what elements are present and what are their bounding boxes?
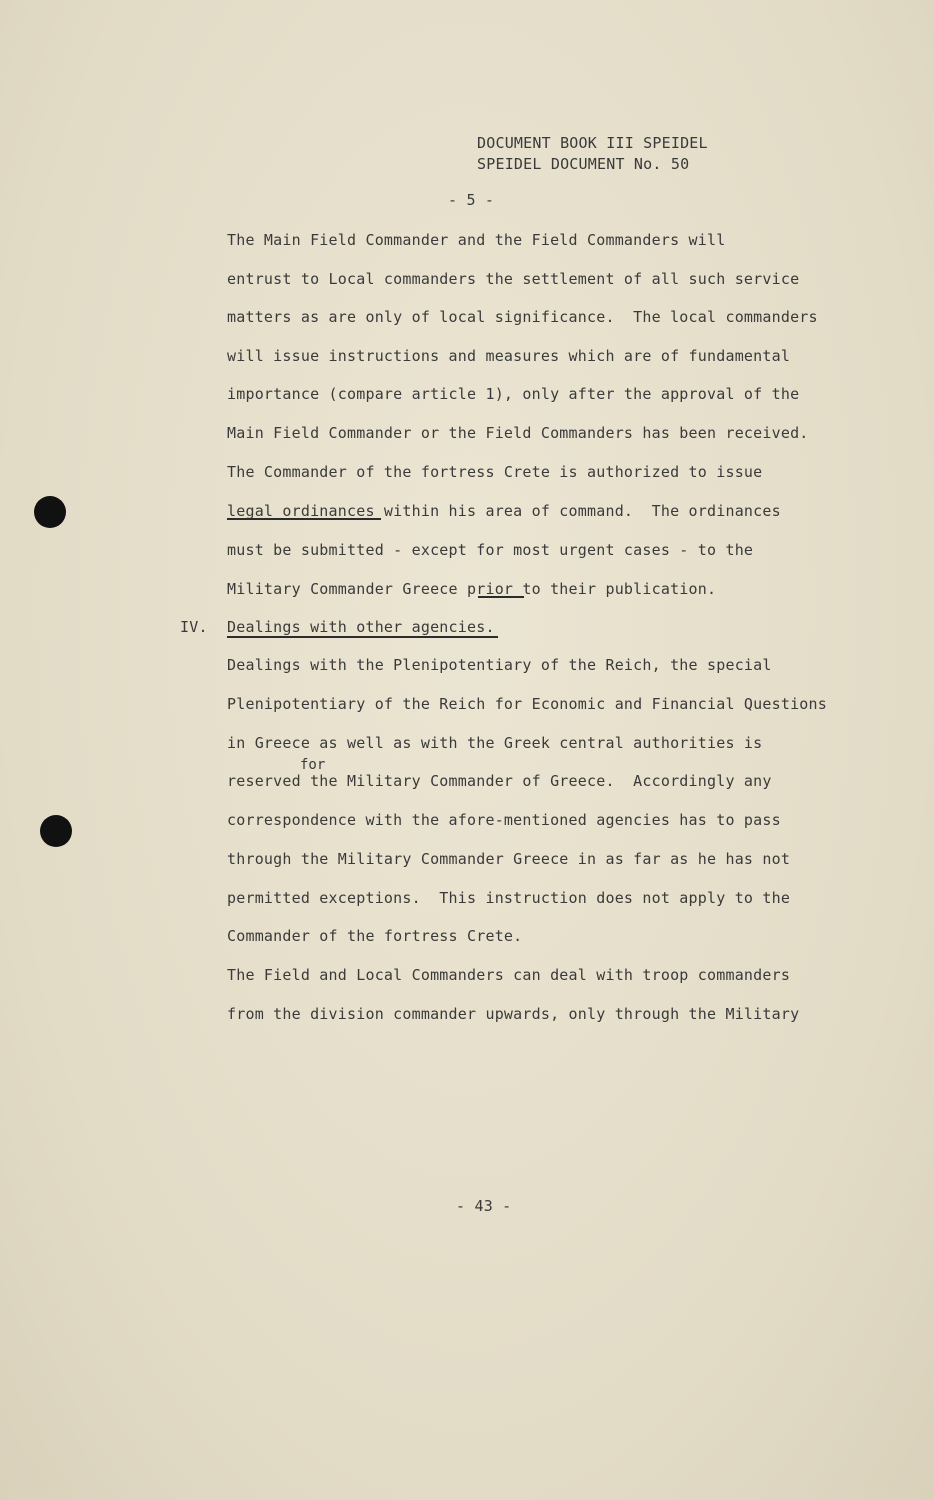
body-line: Dealings with the Plenipotentiary of the Reich, the special (227, 656, 772, 674)
underline-legal-ordinances (227, 518, 381, 520)
body-line: permitted exceptions. This instruction does not apply to the (227, 889, 791, 907)
body-line: matters as are only of local significance. The local commanders (227, 308, 818, 326)
body-line: Plenipotentiary of the Reich for Economic and Financial Questions (227, 695, 827, 713)
body-line: The Main Field Commander and the Field Commanders will (227, 231, 726, 249)
body-line: through the Military Commander Greece in as far as he has not (227, 850, 791, 868)
body-line: The Commander of the fortress Crete is authorized to issue (227, 463, 763, 481)
footer-page-number: - 43 - (456, 1197, 512, 1215)
body-line: will issue instructions and measures which are of fundamental (227, 347, 791, 365)
body-line: The Field and Local Commanders can deal with troop commanders (227, 966, 791, 984)
body-line: from the division commander upwards, only through the Military (227, 1005, 800, 1023)
handwritten-insertion: for (300, 757, 326, 773)
section-heading-underline (227, 636, 498, 638)
section-heading: Dealings with other agencies. (227, 618, 495, 636)
body-line: Commander of the fortress Crete. (227, 927, 523, 945)
body-line: entrust to Local commanders the settlement of all such service (227, 270, 800, 288)
body-line: must be submitted - except for most urgent cases - to the (227, 541, 754, 559)
punch-hole-bottom (40, 815, 72, 847)
body-line: correspondence with the afore-mentioned agencies has to pass (227, 811, 781, 829)
document-number: SPEIDEL DOCUMENT No. 50 (477, 155, 690, 173)
underline-prior (478, 596, 524, 598)
body-line: Main Field Commander or the Field Commanders has been received. (227, 424, 809, 442)
body-line: in Greece as well as with the Greek central authorities is (227, 734, 763, 752)
body-line: legal ordinances within his area of command. The ordinances (227, 502, 781, 520)
body-line: Military Commander Greece prior to their publication. (227, 580, 717, 598)
body-line: importance (compare article 1), only after the approval of the (227, 385, 800, 403)
page-label: - 5 - (448, 191, 495, 209)
section-number: IV. (180, 618, 208, 636)
document-book-title: DOCUMENT BOOK III SPEIDEL (477, 134, 708, 152)
body-line: reserved the Military Commander of Greece. Accordingly any (227, 772, 772, 790)
punch-hole-top (34, 496, 66, 528)
